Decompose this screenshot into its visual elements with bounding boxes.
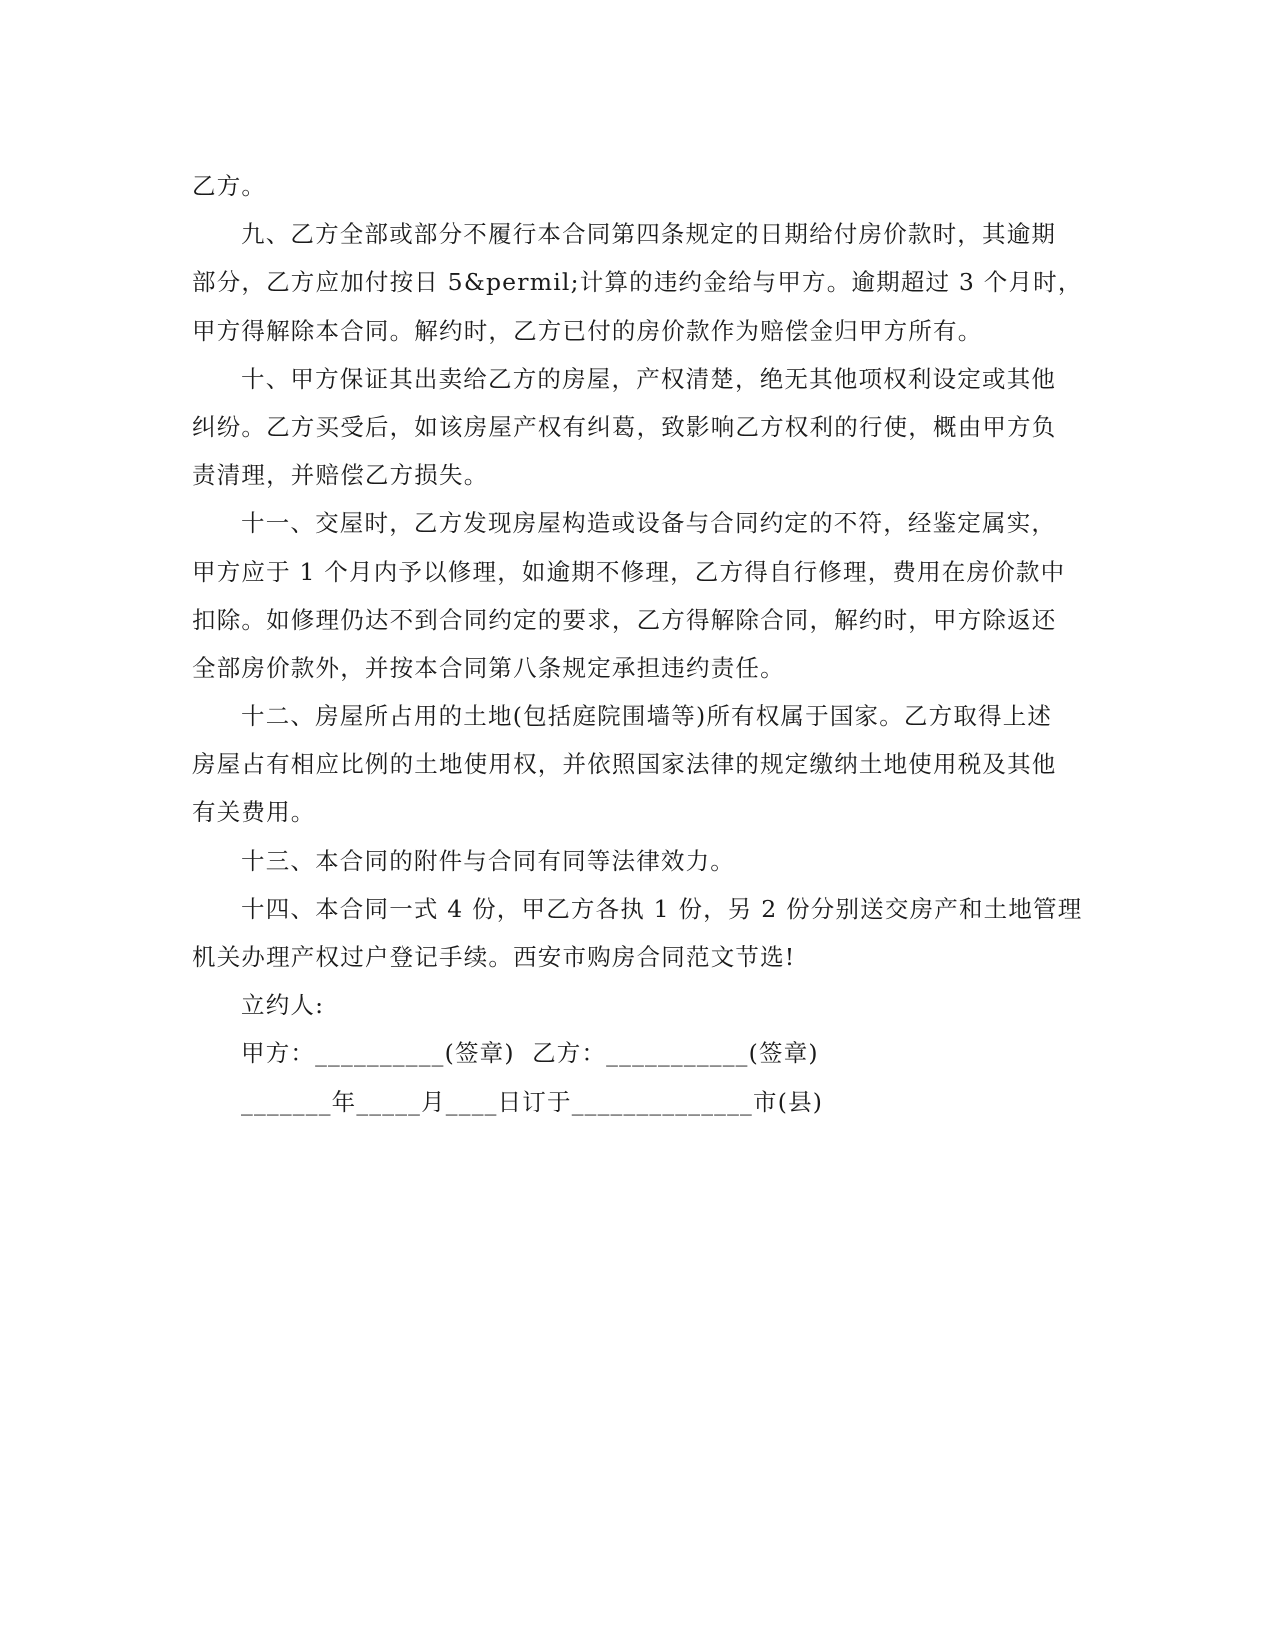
clause-9-line: 九、乙方全部或部分不履行本合同第四条规定的日期给付房价款时，其逾期 xyxy=(241,220,1057,249)
text-line: 有关费用。 xyxy=(192,798,316,827)
date-place-line: _______年_____月____日订于______________市(县) xyxy=(241,1087,824,1116)
text-line: 乙方。 xyxy=(192,172,267,200)
text-line: 甲方得解除本合同。解约时，乙方已付的房价款作为赔偿金归甲方所有。 xyxy=(192,316,983,345)
text-line: 甲方应于 1 个月内予以修理，如逾期不修理，乙方得自行修理，费用在房价款中 xyxy=(192,557,1066,586)
clause-11-line: 十一、交屋时，乙方发现房屋构造或设备与合同约定的不符，经鉴定属实， xyxy=(241,509,1057,538)
clause-12-line: 十二、房屋所占用的土地(包括庭院围墙等)所有权属于国家。乙方取得上述 xyxy=(241,702,1053,731)
signatories-label: 立约人: xyxy=(241,991,325,1020)
text-line: 房屋占有相应比例的土地使用权，并依照国家法律的规定缴纳土地使用税及其他 xyxy=(192,750,1057,779)
text-line: 纠纷。乙方买受后，如该房屋产权有纠葛，致影响乙方权利的行使，概由甲方负 xyxy=(192,412,1057,441)
signature-line: 甲方：__________(签章) 乙方：___________(签章) xyxy=(241,1039,819,1068)
clause-10-line: 十、甲方保证其出卖给乙方的房屋，产权清楚，绝无其他项权利设定或其他 xyxy=(241,364,1057,393)
text-line: 责清理，并赔偿乙方损失。 xyxy=(192,461,489,490)
contract-text xyxy=(192,162,1083,1126)
clause-14-line: 十四、本合同一式 4 份，甲乙方各执 1 份，另 2 份分别送交房产和土地管理 xyxy=(241,894,1083,923)
text-line: 机关办理产权过户登记手续。西安市购房合同范文节选! xyxy=(192,943,796,971)
text-line: 扣除。如修理仍达不到合同约定的要求，乙方得解除合同，解约时，甲方除返还 xyxy=(192,605,1057,634)
clause-13-line: 十三、本合同的附件与合同有同等法律效力。 xyxy=(241,846,735,875)
text-line: 部分，乙方应加付按日 5&permil;计算的违约金给与甲方。逾期超过 3 个月时， xyxy=(192,268,1083,297)
text-line: 全部房价款外，并按本合同第八条规定承担违约责任。 xyxy=(192,653,785,682)
